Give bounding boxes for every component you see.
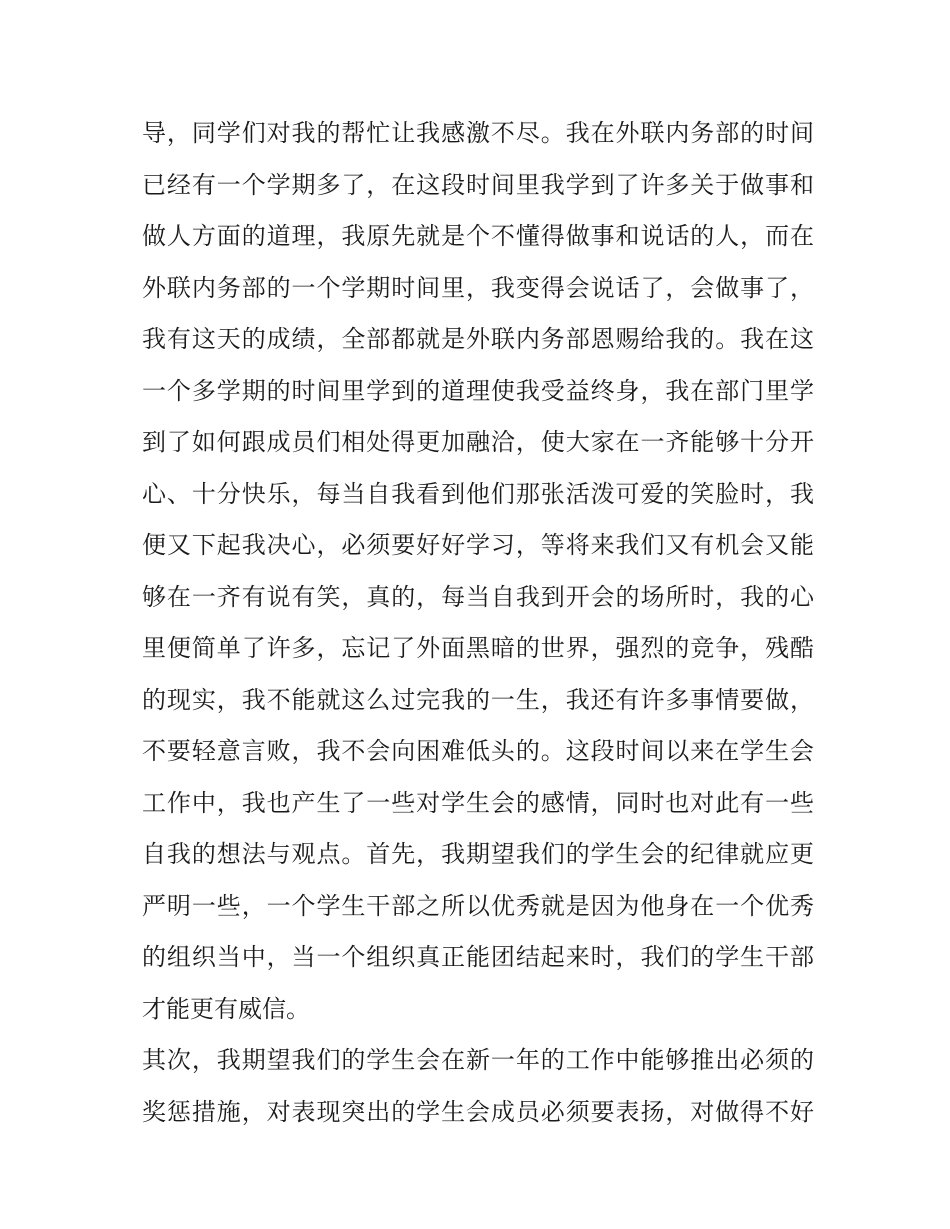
text-line: 的现实，我不能就这么过完我的一生，我还有许多事情要做， — [142, 685, 814, 714]
text-line: 工作中，我也产生了一些对学生会的感情，同时也对此有一些 — [142, 788, 814, 817]
text-line: 自我的想法与观点。首先，我期望我们的学生会的纪律就应更 — [142, 840, 814, 868]
text-line: 够在一齐有说有笑，真的，每当自我到开会的场所时，我的心 — [142, 582, 814, 611]
text-line: 不要轻意言败，我不会向困难低头的。这段时间以来在学生会 — [142, 737, 814, 765]
text-line: 一个多学期的时间里学到的道理使我受益终身，我在部门里学 — [142, 376, 814, 405]
text-line: 其次，我期望我们的学生会在新一年的工作中能够推出必须的 — [142, 1046, 814, 1074]
text-line: 里便简单了许多，忘记了外面黑暗的世界，强烈的竞争，残酷 — [142, 634, 814, 662]
text-line: 导，同学们对我的帮忙让我感激不尽。我在外联内务部的时间 — [142, 119, 814, 147]
text-line: 做人方面的道理，我原先就是个不懂得做事和说话的人，而在 — [142, 222, 814, 250]
paragraph-2 — [142, 1035, 814, 1138]
text-line: 外联内务部的一个学期时间里，我变得会说话了，会做事了， — [142, 273, 814, 302]
text-line: 奖惩措施，对表现突出的学生会成员必须要表扬，对做得不好 — [142, 1097, 814, 1126]
body-text — [142, 108, 814, 1138]
text-line: 到了如何跟成员们相处得更加融洽，使大家在一齐能够十分开 — [142, 428, 814, 456]
text-line: 严明一些，一个学生干部之所以优秀就是因为他身在一个优秀 — [142, 891, 814, 920]
text-line: 便又下起我决心，必须要好好学习，等将来我们又有机会又能 — [142, 531, 814, 559]
text-line: 我有这天的成绩，全部都就是外联内务部恩赐给我的。我在这 — [142, 325, 814, 353]
text-line: 心、十分快乐，每当自我看到他们那张活泼可爱的笑脸时，我 — [142, 479, 814, 508]
text-line: 才能更有威信。 — [142, 994, 310, 1023]
paragraph-1 — [142, 108, 814, 1035]
text-line: 的组织当中，当一个组织真正能团结起来时，我们的学生干部 — [142, 943, 814, 971]
text-line: 已经有一个学期多了，在这段时间里我学到了许多关于做事和 — [142, 170, 814, 199]
